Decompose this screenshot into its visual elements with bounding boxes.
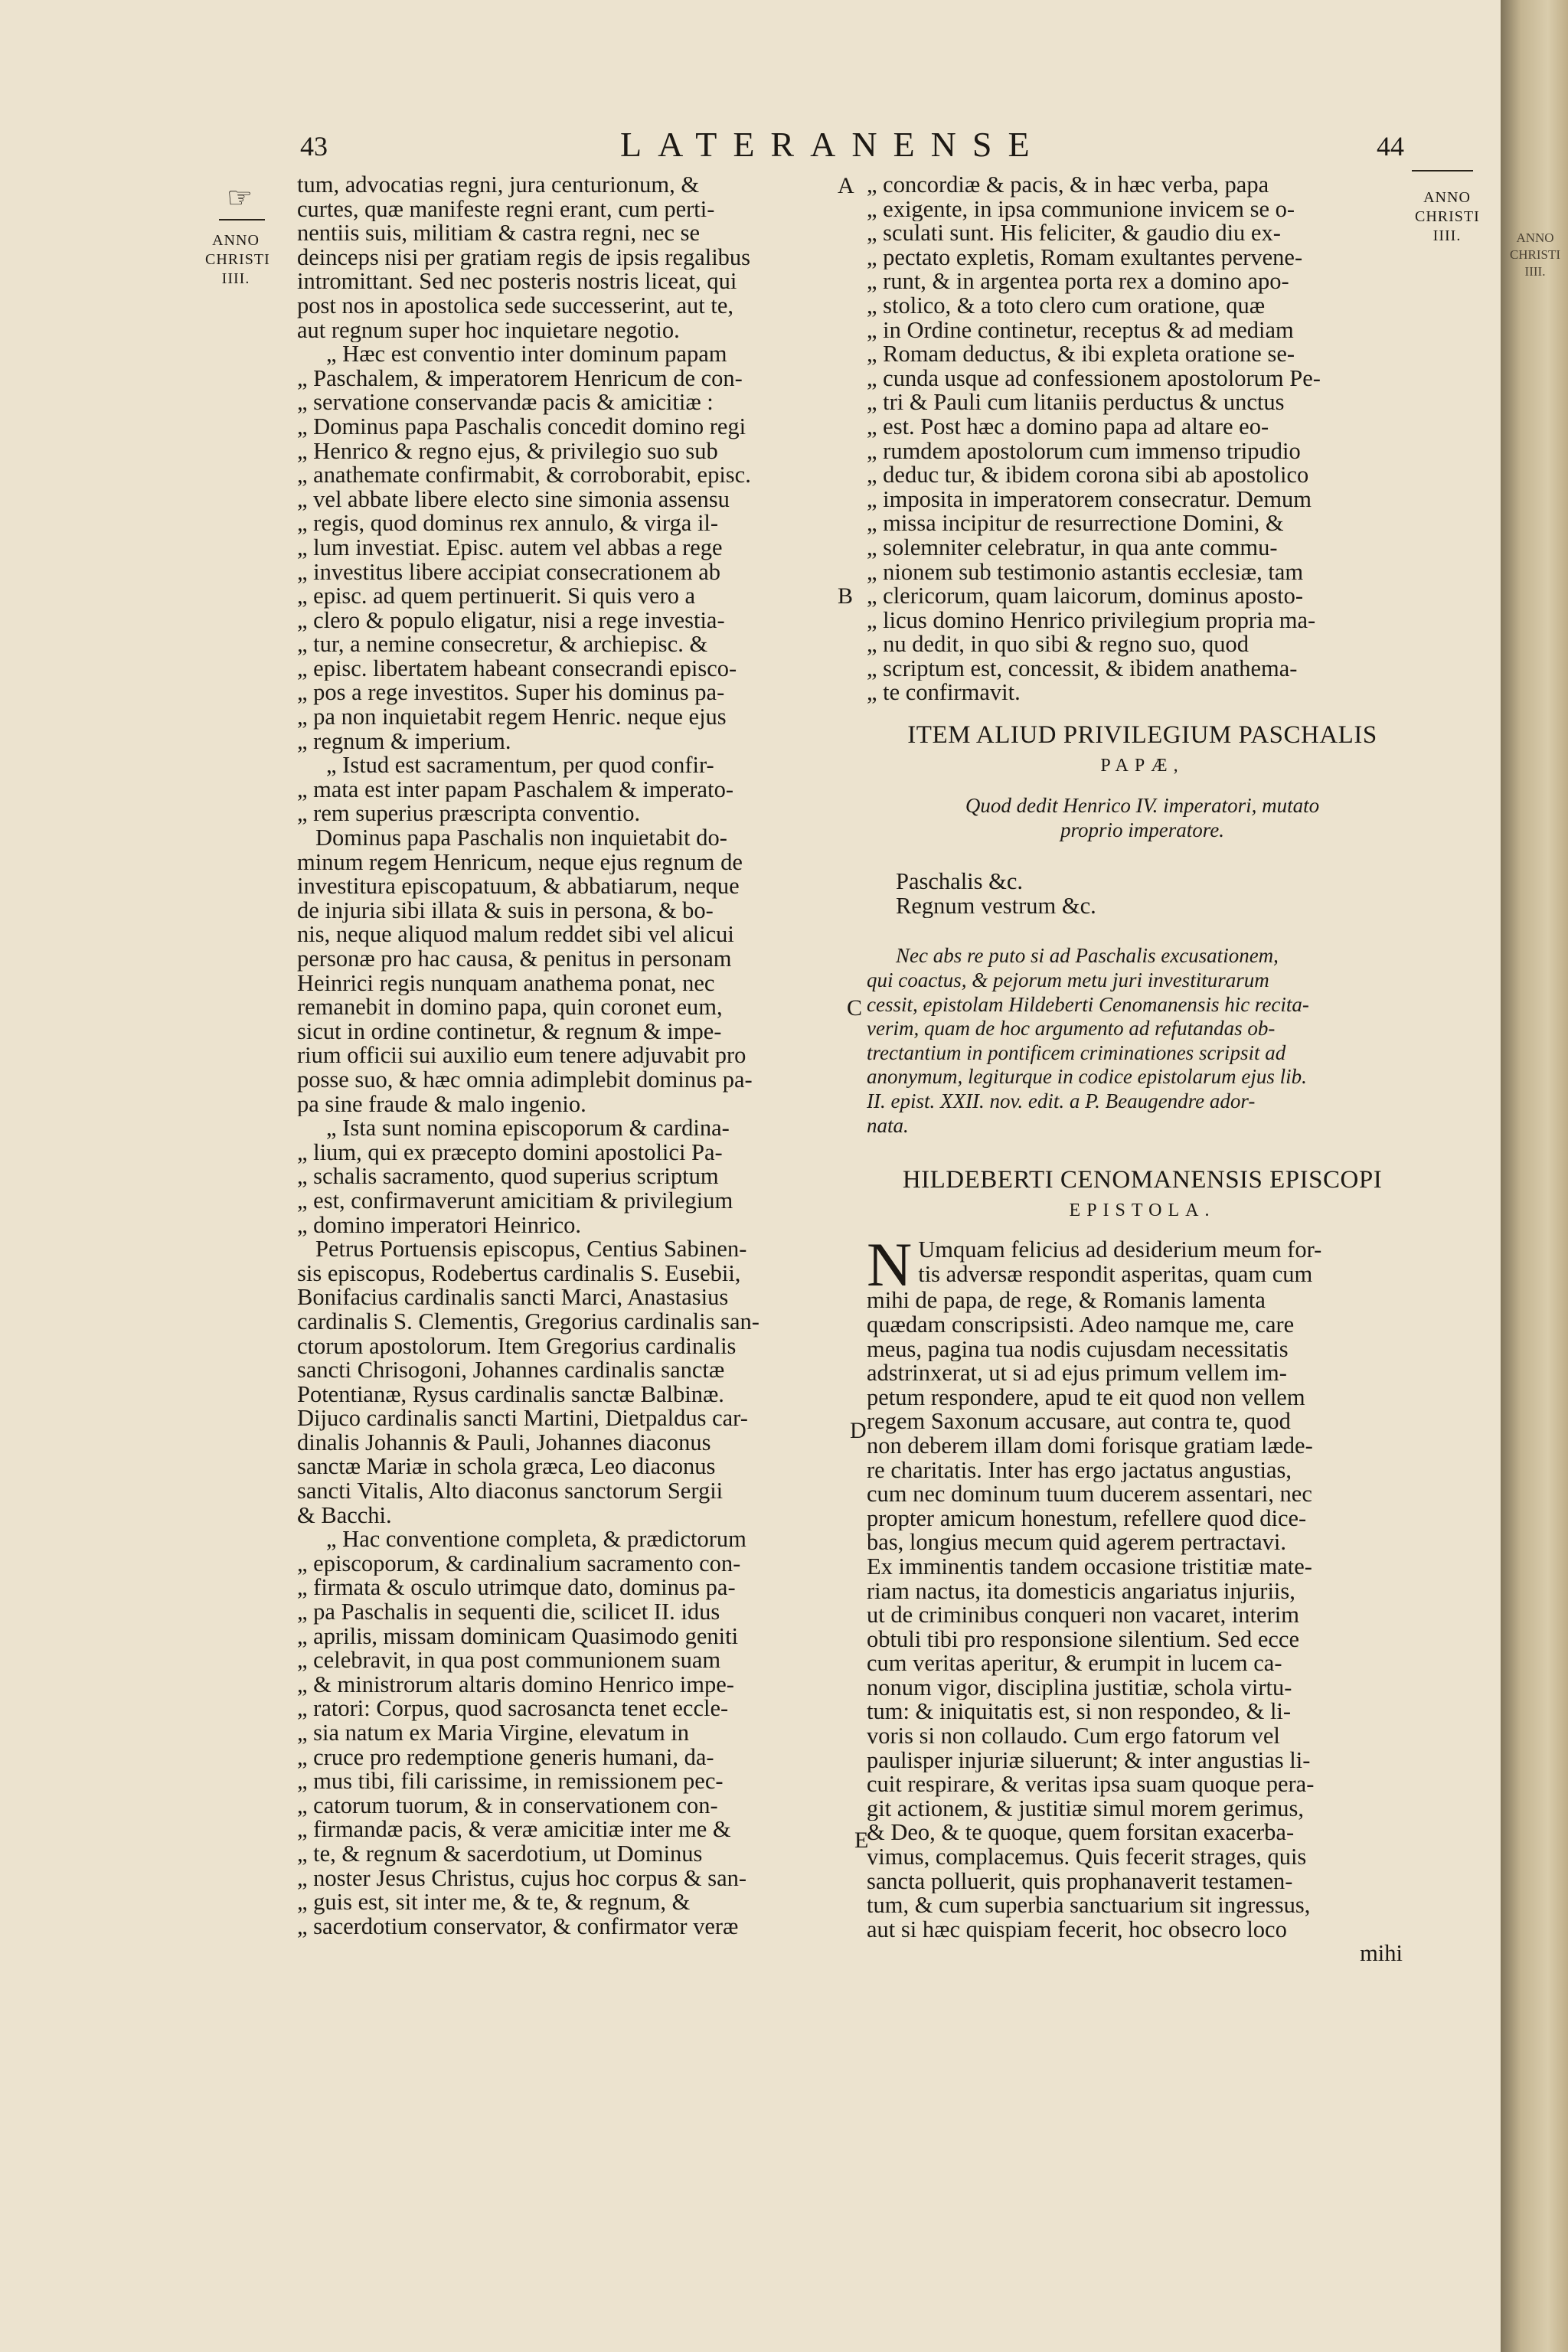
gutter-year: ANNO CHRISTI IIII. [1509, 230, 1561, 279]
section-subheading-epistola: EPISTOLA. [1069, 1200, 1216, 1220]
section-heading-privilegium: ITEM ALIUD PRIVILEGIUM PASCHALIS [907, 721, 1377, 750]
right-column [867, 173, 1418, 1966]
margin-letter-b: B [838, 583, 854, 609]
margin-letter-a: A [838, 173, 854, 198]
header-rule-left [219, 219, 265, 220]
page-number-left: 43 [300, 131, 328, 162]
paragraph-nomina: „ Ista sunt nomina episcoporum & cardina- „ lium, qui ex præcepto domini apostolici Pa- „ schalis sacramento, quod superius scriptum „ est, confirmaverunt amicitiam & privilegium „ domino imperatori Heinrico. [297, 1116, 833, 1237]
drop-cap: N [867, 1230, 913, 1300]
margin-letter-c: C [847, 995, 863, 1021]
privilegium-subtitle: Quod dedit Henrico IV. imperatori, mutato proprio imperatore. [965, 794, 1320, 842]
editor-note: Nec abs re puto si ad Paschalis excusationem, qui coactus, & pejorum metu juri investiturarum cessit, epistolam Hildeberti Cenomanensis hic recita- verim, quam de hoc argumento ad refutandas ob- trectantium in pontificem criminationes scripsit ad anonymum, legiturque in codice epistolarum ejus lib. II. epist. XXII. nov. edit. a P. Beaugendre ador- nata. [867, 944, 1309, 1137]
left-column [297, 173, 833, 1939]
salutation: Paschalis &c. Regnum vestrum &c. [896, 870, 1096, 919]
header-rule-right [1412, 170, 1473, 172]
catchword: mihi [1360, 1942, 1403, 1966]
margin-year-left: ANNO CHRISTI IIII. [205, 232, 270, 287]
section-heading-hildeberti: HILDEBERTI CENOMANENSIS EPISCOPI [902, 1166, 1383, 1194]
margin-letter-e: E [854, 1828, 869, 1853]
pointing-hand-icon: ☞ [227, 182, 253, 214]
margin-year-right: ANNO CHRISTI IIII. [1415, 189, 1480, 244]
section-subheading-papae: PAPÆ, [1100, 755, 1184, 776]
paragraph-petrus: Petrus Portuensis episcopus, Centius Sabinen- sis episcopus, Rodebertus cardinalis S. Eusebii, Bonifacius cardinalis sancti Marci, Anastasius cardinalis S. Clementis, Gregorius cardinalis san- ctorum apostolorum. Item Gregorius cardinalis sancti Chrisogoni, Johannes cardinalis sanctæ Potentianæ, Rysus cardinalis sanctæ Balbinæ. Dijuco cardinalis sancti Martini, Dietpaldus car- dinalis Johannis & Pauli, Johannes diaconus sanctæ Mariæ in schola græca, Leo diaconus sancti Vitalis, Alto diaconus sanctorum Sergii & Bacchi. [297, 1237, 760, 1528]
paragraph-hac-conventione: „ Hac conventione completa, & prædictorum „ episcoporum, & cardinalium sacramento con- „ firmata & osculo utrimque dato, dominus pa- „ pa Paschalis in sequenti die, scilicet II. idus „ aprilis, missam dominicam Quasimodo geniti „ celebravit, in qua post communionem suam „ & ministrorum altaris domino Henrico impe- „ ratori: Corpus, quod sacrosancta tenet eccle- „ sia natum ex Maria Virgine, elevatum in „ cruce pro redemptione generis humani, da- „ mus tibi, fili carissime, in remissionem pec- „ catorum tuorum, & in conservationem con- „ firmandæ pacis, & veræ amicitiæ inter me & „ te, & regnum & sacerdotium, ut Dominus „ noster Jesus Christus, cujus hoc corpus & san- „ guis est, sit inter me, & te, & regnum, & „ sacerdotium conservator, & confirmator veræ [297, 1527, 833, 1939]
epistola-text: N Umquam felicius ad desiderium meum for- tis adversæ respondit asperitas, quam cum mihi de papa, de rege, & Romanis lamenta quædam conscripsisti. Adeo namque me, care meus, pagina tua nodis cujusdam necessitatis adstrinxerat, ut si ad ejus primum vellem im- petum respondere, apud te eit quod non vellem regem Saxonum accusare, aut contra te, quod non deberem illam domi forisque gratiam læde- re charitatis. Inter has ergo jactatus angustias, cum nec dominum tuum ducerem assentari, nec propter amicum honestum, refellere quod dice- bas, longius mecum quid agerem pertractavi. Ex imminentis tandem occasione tristitiæ mate- riam nactus, ita domesticis angariatus injuriis, ut de criminibus conqueri non vacaret, interim obtuli tibi pro responsione silentium. Sed ecce cum veritas aperitur, & erumpit in lucem ca- nonum vigor, disciplina justitiæ, schola virtu- tum: & iniquitatis est, si non respondeo, & li- voris si non collaudo. Cum ergo fatorum vel paulisper injuriæ siluerunt; & inter angustias li- cuit respirare, & veritas ipsa suam quoque pera- git actionem, & justitiæ simul morem gerimus, & Deo, & te quoque, quem forsitan exacerba- vimus, complacemus. Quis fecerit strages, quis sancta polluerit, quis prophanaverit testamen- tum, & cum superbia sanctuarium sit ingressus, aut si hæc quispiam fecerit, hoc obsecro loco mihi [867, 1238, 1418, 1966]
margin-letter-d: D [850, 1418, 867, 1443]
paragraph-sacramentum: „ Istud est sacramentum, per quod confir- „ mata est inter papam Paschalem & imperato- „ rem superius præscripta conventio. [297, 753, 833, 826]
paragraph-opening: tum, advocatias regni, jura centurionum, & curtes, quæ manifeste regni erant, cum perti- nentiis suis, militiam & castra regni, nec se deinceps nisi per gratiam regis de ipsis regalibus intromittant. Sed nec posteris nostris liceat, qui post nos in apostolica sede successerint, aut te, aut regnum super hoc inquietare negotio. [297, 173, 751, 343]
paragraph-conventio: „ Hæc est conventio inter dominum papam „ Paschalem, & imperatorem Henricum de con- „ servatione conservandæ pacis & amicitiæ : „ Dominus papa Paschalis concedit domino regi „ Henrico & regno ejus, & privilegio suo sub „ anathemate confirmabit, & corroborabit, episc. „ vel abbate libere electo sine simonia assensu „ regis, quod dominus rex annulo, & virga il- „ lum investiat. Episc. autem vel abbas a rege „ investitus libere accipiat consecrationem ab „ episc. ad quem pertinuerit. Si quis vero a „ clero & populo eligatur, nisi a rege investia- „ tur, a nemine consecretur, & archiepisc. & „ episc. libertatem habeant consecrandi episco- „ pos a rege investitos. Super his dominus pa- „ pa non inquietabit regem Henric. neque ejus „ regnum & imperium. [297, 342, 833, 753]
paragraph-dominus-papa: Dominus papa Paschalis non inquietabit do- minum regem Henricum, neque ejus regnum de investitura episcopatuum, & abbatiarum, neque de injuria sibi illata & suis in persona, & bo- nis, neque aliquod malum reddet sibi vel alicui personæ pro hac causa, & penitus in personam Heinrici regis nunquam anathema ponat, nec remanebit in domino papa, quin coronet eum, sicut in ordine continetur, & regnum & impe- rium officii sui auxilio eum tenere adjuvabit pro posse suo, & hæc omnia adimplebit dominus pa- pa sine fraude & malo ingenio. [297, 826, 753, 1117]
paragraph-concordiae: „ concordiæ & pacis, & in hæc verba, papa „ exigente, in ipsa communione invicem se o- „ sculati sunt. His feliciter, & gaudio diu ex- „ pectato expletis, Romam exultantes pervene- „ runt, & in argentea porta rex a domino apo- „ stolico, & a toto clero cum oratione, quæ „ in Ordine continetur, receptus & ad mediam „ Romam deductus, & ibi expleta oratione se- „ cunda usque ad confessionem apostolorum Pe- „ tri & Pauli cum litaniis perductus & unctus „ est. Post hæc a domino papa ad altare eo- „ rumdem apostolorum cum immenso tripudio „ deduc tur, & ibidem corona sibi ab apostolico „ imposita in imperatorem consecratur. Demum „ missa incipitur de resurrectione Domini, & „ solemniter celebratur, in qua ante commu- „ nionem sub testimonio astantis ecclesiæ, tam „ clericorum, quam laicorum, dominus aposto- „ licus domino Henrico privilegium propria ma- „ nu dedit, in quo sibi & regno suo, quod „ scriptum est, concessit, & ibidem anathema- „ te confirmavit. [867, 173, 1418, 705]
running-title: LATERANENSE [620, 125, 1046, 164]
next-page-edge [1501, 0, 1568, 2352]
page-number-right: 44 [1377, 131, 1404, 162]
